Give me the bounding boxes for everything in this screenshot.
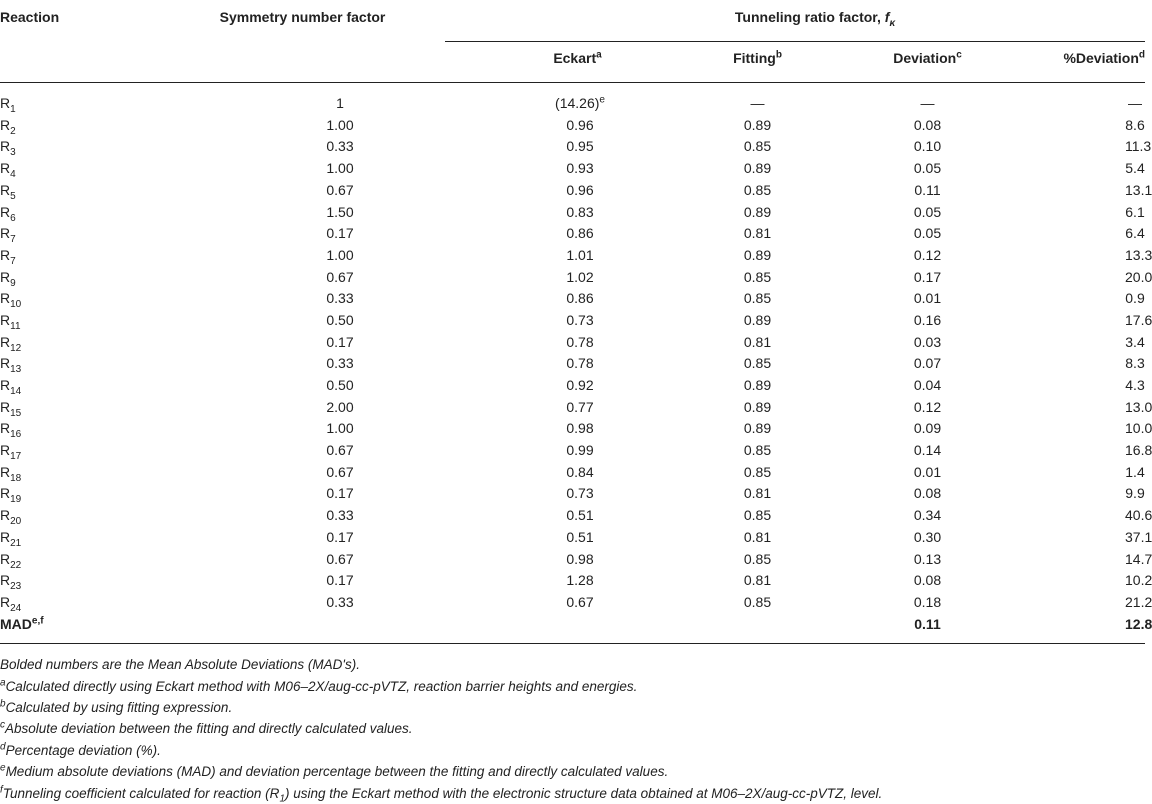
deviation-cell: 0.01: [913, 463, 942, 480]
deviation-cell: 0.12: [913, 246, 942, 263]
reaction-cell: $R_2$: [0, 116, 16, 137]
deviation-cell: —: [920, 95, 935, 112]
fitting-cell: 0.89: [743, 203, 772, 220]
header-blank-2: [120, 42, 445, 83]
reaction-cell: $R_{23}$: [0, 572, 22, 593]
pct-deviation-cell: 17.6: [1125, 311, 1152, 328]
reaction-cell: $R_{14}$: [0, 377, 22, 397]
fitting-cell: 0.85: [743, 181, 772, 198]
symmetry-cell: 0.33: [326, 138, 354, 155]
deviation-cell: 0.05: [913, 225, 942, 242]
eckart-cell: 0.98: [566, 420, 594, 437]
fitting-cell: 0.89: [743, 420, 772, 437]
deviation-cell: 0.34: [913, 507, 942, 524]
table-row: [0, 180, 1145, 202]
eckart-cell: 0.86: [566, 225, 594, 242]
deviation-cell: 0.30: [913, 528, 942, 545]
header-blank-1: [0, 42, 120, 83]
table-row: [0, 440, 1145, 462]
mad-blank: [120, 614, 445, 644]
reaction-cell: $R_{20}$: [0, 507, 22, 527]
fitting-cell: 0.85: [743, 550, 772, 567]
deviation-cell: 0.05: [913, 203, 942, 220]
reaction-cell: $R_7$: [0, 246, 16, 267]
fitting-cell: 0.89: [743, 116, 772, 133]
pct-deviation-cell: 37.1: [1125, 528, 1152, 545]
table-row: [0, 570, 1145, 592]
eckart-cell: 0.77: [566, 398, 594, 415]
reaction-cell: $R_{13}$: [0, 355, 22, 376]
symmetry-cell: 0.67: [326, 268, 354, 285]
symmetry-cell: 0.67: [326, 181, 354, 198]
reaction-cell: $R_5$: [0, 181, 16, 202]
reaction-cell: $R_{22}$: [0, 550, 22, 571]
pct-deviation-cell: 6.4: [1125, 225, 1145, 242]
deviation-cell: 0.08: [913, 485, 942, 502]
header-symmetry: Symmetry number factor: [219, 9, 386, 25]
table-row: [0, 158, 1145, 180]
fitting-cell: 0.81: [743, 333, 772, 350]
table-row: [0, 462, 1145, 484]
deviation-cell: 0.10: [913, 138, 942, 155]
symmetry-cell: 0.33: [326, 355, 354, 372]
fitting-cell: 0.81: [743, 225, 772, 242]
eckart-cell: 0.84: [566, 463, 594, 480]
pct-deviation-cell: 10.2: [1125, 572, 1152, 589]
deviation-cell: 0.04: [913, 377, 942, 394]
deviation-cell: 0.08: [913, 572, 942, 589]
header-fitting: Fitting$^b$: [733, 49, 782, 66]
eckart-cell: 0.96: [566, 116, 594, 133]
table-row: [0, 267, 1145, 289]
reaction-cell: $R_{12}$: [0, 333, 22, 354]
table-row: [0, 505, 1145, 527]
pct-deviation-cell: 3.4: [1125, 333, 1145, 350]
fitting-cell: 0.89: [743, 311, 772, 328]
pct-deviation-cell: 6.1: [1125, 203, 1145, 220]
reaction-cell: $R_7$: [0, 225, 16, 246]
symmetry-cell: 0.33: [326, 507, 354, 524]
fitting-cell: 0.85: [743, 268, 772, 285]
eckart-cell: 1.02: [566, 268, 594, 285]
pct-deviation-cell: 40.6: [1125, 507, 1152, 524]
mad-deviation: 0.11: [914, 615, 941, 632]
table-row: [0, 136, 1145, 158]
eckart-cell: 0.93: [566, 160, 594, 177]
reaction-cell: $R_{18}$: [0, 463, 22, 484]
fitting-cell: 0.85: [743, 290, 772, 307]
deviation-cell: 0.11: [914, 181, 941, 198]
symmetry-cell: 0.17: [326, 225, 354, 242]
deviation-cell: 0.12: [913, 398, 942, 415]
symmetry-cell: 0.33: [326, 593, 354, 610]
table-row: [0, 418, 1145, 440]
symmetry-cell: 0.67: [326, 550, 354, 567]
table-row: [0, 592, 1145, 614]
symmetry-cell: 1.50: [326, 203, 354, 220]
symmetry-cell: 0.67: [326, 463, 354, 480]
footnote: Bolded numbers are the Mean Absolute Deviations (MAD's).: [0, 657, 360, 673]
deviation-cell: 0.18: [913, 593, 942, 610]
deviation-cell: 0.07: [913, 355, 942, 372]
table-row: [0, 397, 1145, 419]
pct-deviation-cell: 14.7: [1125, 550, 1152, 567]
footnote: $^a$Calculated directly using Eckart method with M06–2X/aug-cc-pVTZ, reaction barrier heights and energies.: [0, 677, 638, 694]
header-tunneling-symbol: f: [884, 9, 890, 25]
pct-deviation-cell: 13.3: [1125, 246, 1152, 263]
reaction-cell: $R_4$: [0, 160, 16, 180]
eckart-cell: 0.78: [566, 333, 594, 350]
fitting-cell: 0.89: [743, 160, 772, 177]
pct-deviation-cell: 8.3: [1125, 355, 1145, 372]
table-row: [0, 483, 1145, 505]
reaction-cell: $R_{10}$: [0, 290, 22, 311]
eckart-cell: 0.51: [566, 507, 594, 524]
header-deviation: Deviation$^c$: [893, 49, 962, 66]
symmetry-cell: 0.67: [326, 442, 354, 459]
fitting-cell: 0.85: [743, 442, 772, 459]
header-eckart: Eckart$^a$: [553, 49, 602, 66]
fitting-cell: —: [750, 95, 765, 112]
reaction-cell: $R_{21}$: [0, 528, 22, 549]
reaction-cell: $R_9$: [0, 268, 16, 289]
table-footnotes: [0, 654, 1145, 804]
reaction-cell: $R_{11}$: [0, 311, 21, 332]
header-tunneling-label: Tunneling ratio factor,: [734, 9, 885, 25]
pct-deviation-cell: 13.0: [1125, 398, 1152, 415]
table-row: [0, 548, 1145, 570]
eckart-cell: 0.98: [566, 550, 594, 567]
header-tunneling: [445, 0, 1145, 42]
pct-deviation-cell: 8.6: [1125, 116, 1145, 133]
pct-deviation-cell: 5.4: [1125, 160, 1145, 177]
fitting-cell: 0.81: [743, 485, 772, 502]
symmetry-cell: 0.17: [326, 528, 354, 545]
symmetry-cell: 1.00: [326, 420, 354, 437]
eckart-cell: 0.99: [566, 442, 594, 459]
pct-deviation-cell: 21.2: [1125, 593, 1152, 610]
symmetry-cell: 1: [336, 95, 344, 112]
reaction-cell: $R_6$: [0, 203, 16, 224]
symmetry-cell: 2.00: [326, 398, 354, 415]
fitting-cell: 0.85: [743, 138, 772, 155]
eckart-cell: $(14.26)^e$: [555, 94, 605, 112]
footnote: $^c$Absolute deviation between the fitting and directly calculated values.: [0, 719, 413, 737]
eckart-cell: 0.73: [566, 485, 594, 502]
pct-deviation-cell: 10.0: [1125, 420, 1152, 437]
reaction-cell: $R_{15}$: [0, 398, 22, 419]
symmetry-cell: 1.00: [326, 160, 354, 177]
pct-deviation-cell: 16.8: [1125, 442, 1152, 459]
table-row: [0, 83, 1145, 115]
eckart-cell: 0.86: [566, 290, 594, 307]
fitting-cell: 0.85: [743, 593, 772, 610]
table-row: [0, 223, 1145, 245]
reaction-cell: $R_1$: [0, 95, 16, 115]
fitting-cell: 0.85: [743, 463, 772, 480]
eckart-cell: 0.83: [566, 203, 594, 220]
pct-deviation-cell: 1.4: [1125, 463, 1145, 480]
fitting-cell: 0.89: [743, 398, 772, 415]
symmetry-cell: 0.17: [326, 572, 354, 589]
fitting-cell: 0.81: [743, 528, 772, 545]
table-row: [0, 332, 1145, 354]
table-row: [0, 245, 1145, 267]
pct-deviation-cell: 13.1: [1125, 181, 1152, 198]
fitting-cell: 0.85: [743, 355, 772, 372]
footnote: $^b$Calculated by using fitting expression.: [0, 698, 233, 715]
table-row: [0, 527, 1145, 549]
deviation-cell: 0.08: [913, 116, 942, 133]
deviation-cell: 0.01: [913, 290, 942, 307]
deviation-cell: 0.14: [913, 442, 942, 459]
eckart-cell: 0.51: [566, 528, 594, 545]
eckart-cell: 0.96: [566, 181, 594, 198]
deviation-cell: 0.09: [913, 420, 942, 437]
mad-blank: [625, 614, 795, 644]
eckart-cell: 0.92: [566, 377, 594, 394]
fitting-cell: 0.85: [743, 507, 772, 524]
footnote: $^d$Percentage deviation (%).: [0, 741, 161, 758]
header-reaction: Reaction: [0, 9, 60, 25]
symmetry-cell: 0.17: [326, 485, 354, 502]
footnote: $^f$Tunneling coefficient calculated for reaction $(R_1)$ using the Eckart method with the electronic structure data obtained at M06–2X/aug-cc-pVTZ, level.: [0, 784, 883, 804]
footnote: $^e$Medium absolute deviations (MAD) and deviation percentage between the fitting and directly calculated values.: [0, 762, 669, 780]
mad-row: [0, 614, 1145, 644]
reaction-cell: $R_{24}$: [0, 593, 22, 614]
table-row: [0, 115, 1145, 137]
fitting-cell: 0.81: [743, 572, 772, 589]
deviation-cell: 0.13: [913, 550, 942, 567]
pct-deviation-cell: 20.0: [1125, 268, 1152, 285]
eckart-cell: 0.78: [566, 355, 594, 372]
reaction-cell: $R_{19}$: [0, 485, 22, 506]
mad-pct-deviation: 12.8: [1125, 615, 1152, 632]
reaction-cell: $R_{16}$: [0, 420, 22, 441]
reaction-cell: $R_{17}$: [0, 442, 22, 462]
fitting-cell: 0.89: [743, 246, 772, 263]
symmetry-cell: 0.33: [326, 290, 354, 307]
table-row: [0, 201, 1145, 223]
deviation-cell: 0.17: [913, 268, 942, 285]
header-pct-deviation: %Deviation$^d$: [1063, 49, 1146, 66]
header-tunneling-subscript: κ: [889, 17, 896, 29]
pct-deviation-cell: 11.3: [1125, 138, 1152, 155]
deviation-cell: 0.03: [913, 333, 942, 350]
deviation-cell: 0.05: [913, 160, 942, 177]
symmetry-cell: 1.00: [326, 246, 354, 263]
pct-deviation-cell: 9.9: [1125, 485, 1145, 502]
reaction-cell: $R_3$: [0, 138, 16, 159]
table-row: [0, 353, 1145, 375]
eckart-cell: 0.95: [566, 138, 594, 155]
eckart-cell: 1.01: [566, 246, 594, 263]
eckart-cell: 0.73: [566, 311, 594, 328]
fitting-cell: 0.89: [743, 377, 772, 394]
pct-deviation-cell: 0.9: [1125, 290, 1145, 307]
symmetry-cell: 0.17: [326, 333, 354, 350]
eckart-cell: 1.28: [566, 572, 594, 589]
table-row: [0, 288, 1145, 310]
symmetry-cell: 1.00: [326, 116, 354, 133]
table-row: [0, 310, 1145, 332]
eckart-cell: 0.67: [566, 593, 594, 610]
pct-deviation-cell: 4.3: [1125, 377, 1145, 394]
pct-deviation-cell: —: [1128, 95, 1142, 112]
symmetry-cell: 0.50: [326, 377, 354, 394]
mad-label: MAD$^{e,f}$: [0, 614, 44, 632]
mad-blank: [445, 614, 625, 644]
table-row: [0, 375, 1145, 397]
deviation-cell: 0.16: [913, 311, 942, 328]
symmetry-cell: 0.50: [326, 311, 354, 328]
